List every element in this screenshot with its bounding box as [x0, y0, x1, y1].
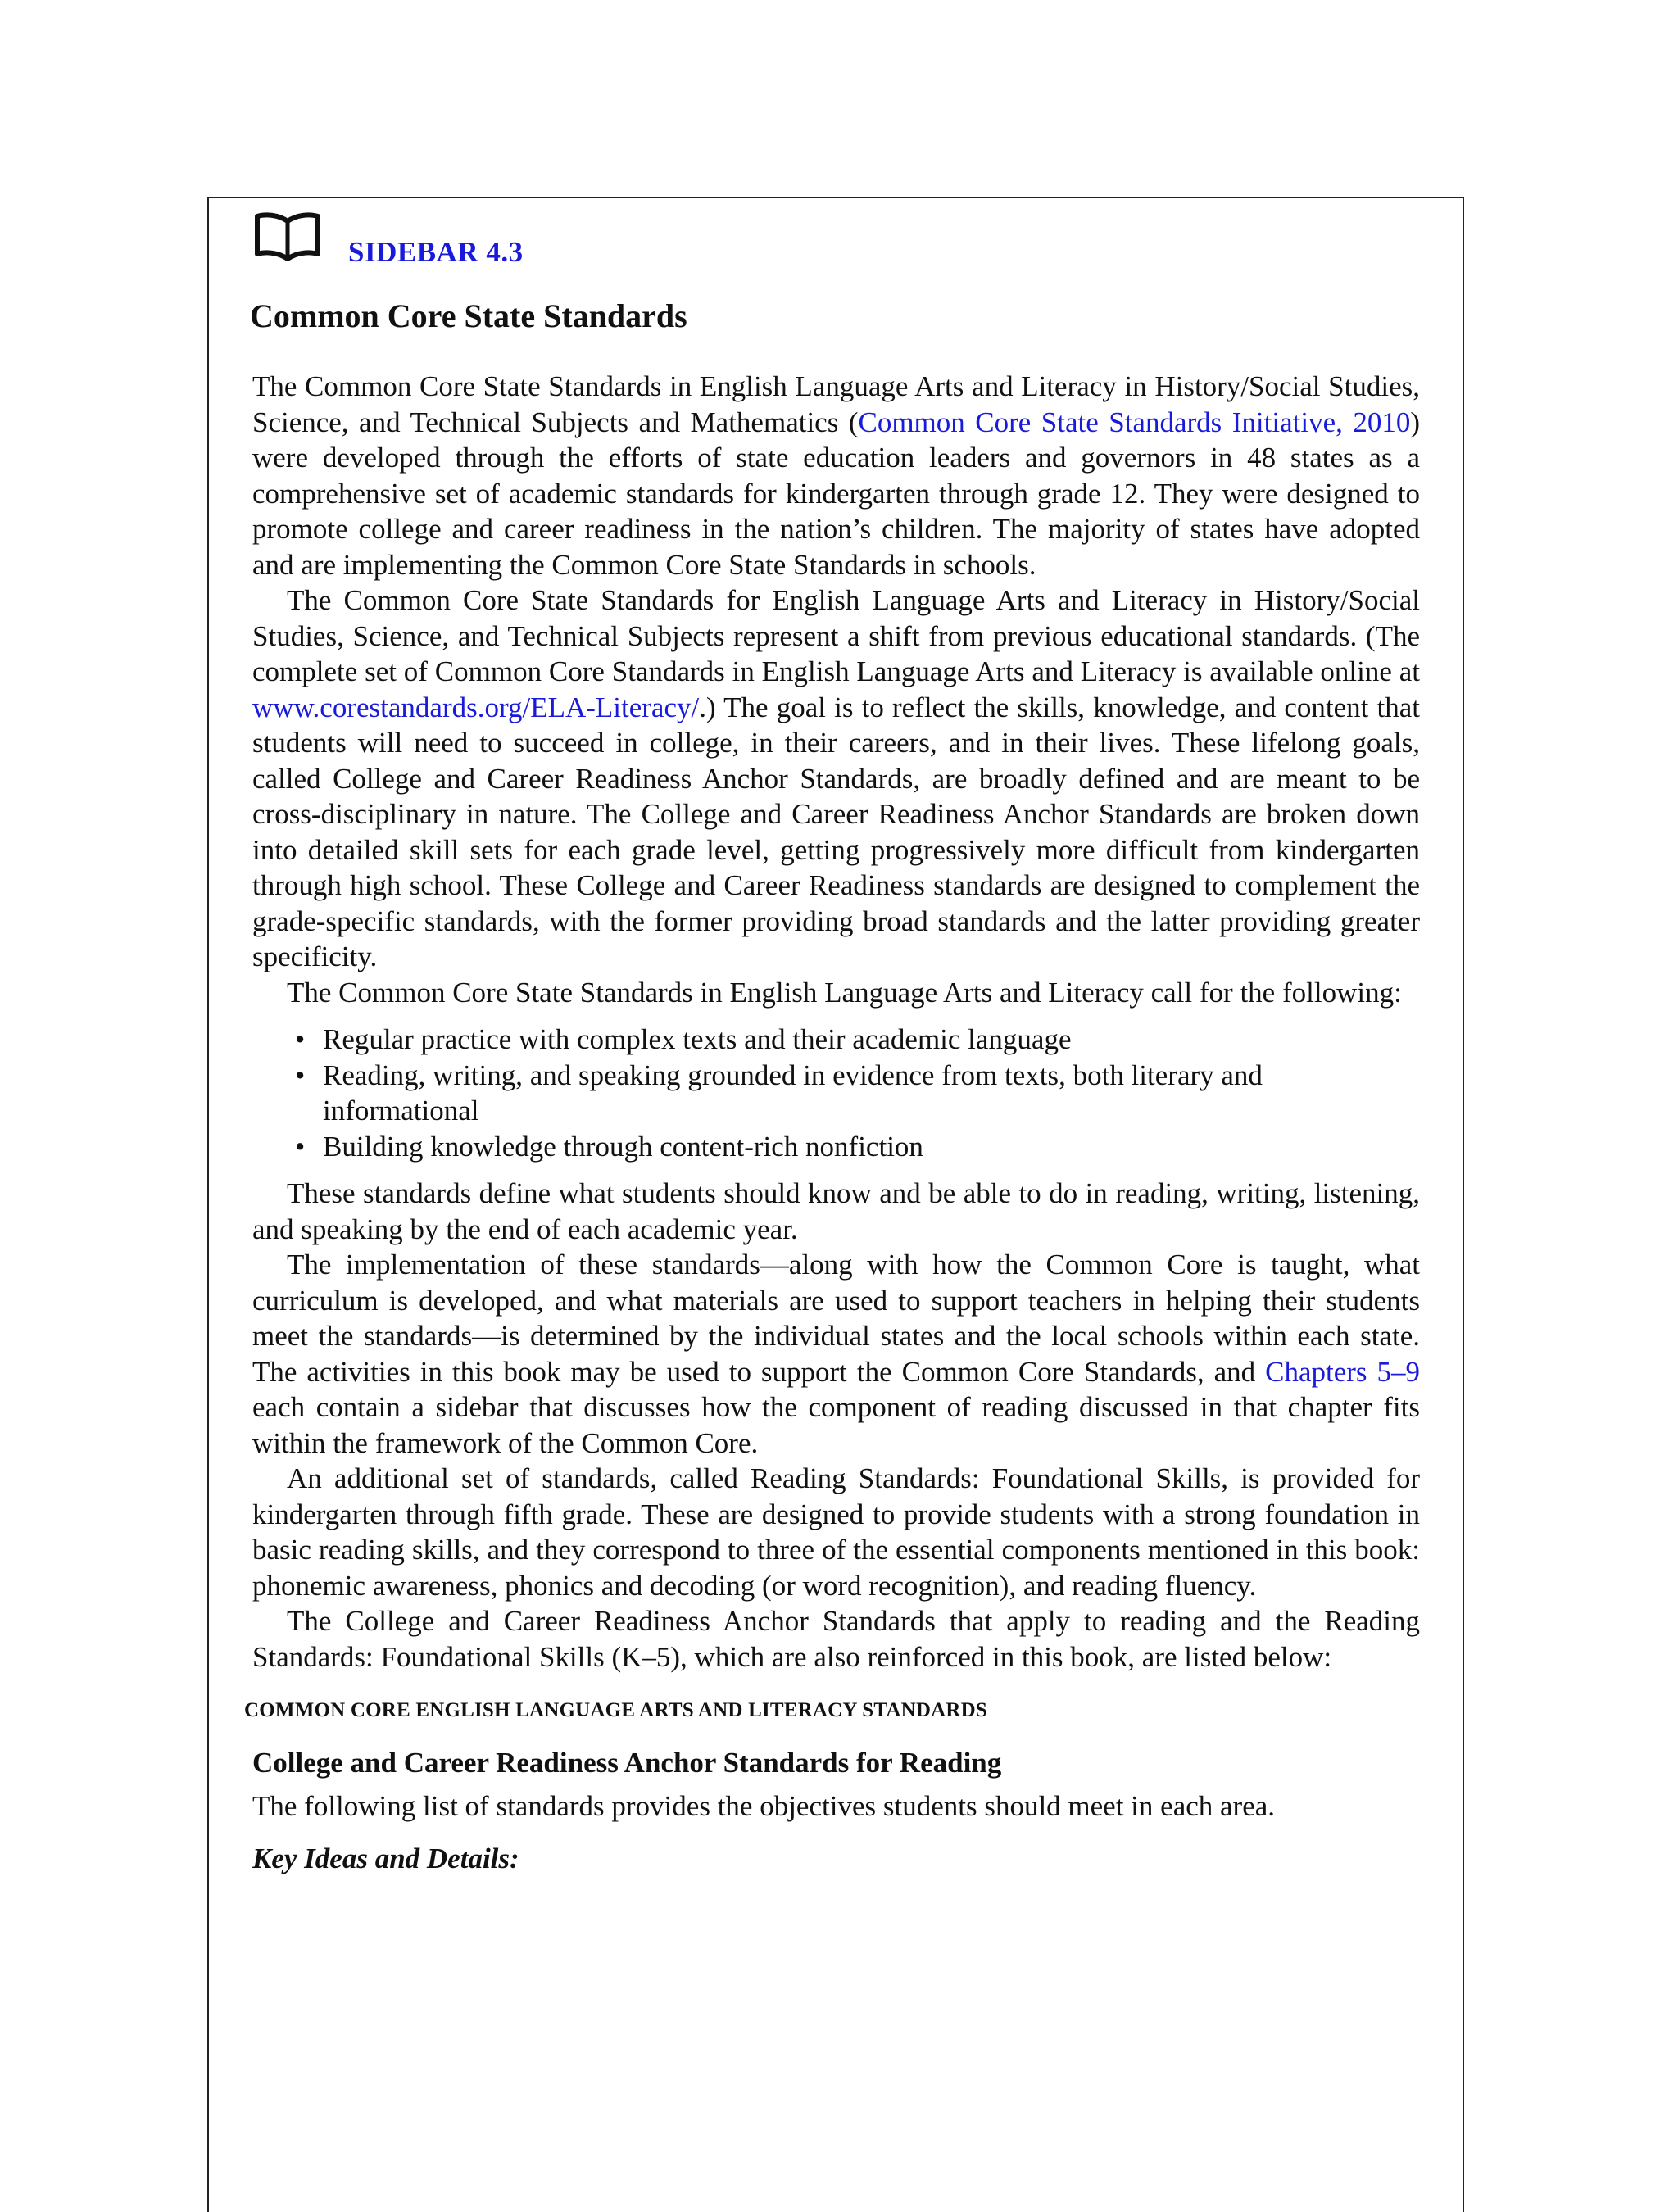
standards-section-heading: COMMON CORE ENGLISH LANGUAGE ARTS AND LITERACY STANDARDS	[244, 1699, 987, 1721]
sidebar-label: SIDEBAR 4.3	[348, 236, 524, 268]
paragraph-4: These standards define what students should know and be able to do in reading, writing, listening, and speaking by the end of each academic year.	[252, 1177, 1420, 1245]
list-item: • Reading, writing, and speaking grounded in evidence from texts, both literary and informational	[323, 1058, 1420, 1129]
paragraph-5: The implementation of these standards—along with how the Common Core is taught, what curriculum is developed, and what materials are used to support teachers in helping their students meet the standards—is determined by the individual states and the local schools within each state. The activities in this book may be used to support the Common Core Standards, and Chapters 5–9 each contain a sidebar that discusses how the component of reading discussed in that chapter fits within the framework of the Common Core.	[252, 1249, 1420, 1459]
citation-link[interactable]: Common Core State Standards Initiative, 2010	[858, 406, 1411, 438]
open-book-icon	[254, 211, 321, 262]
paragraph-6: An additional set of standards, called Reading Standards: Foundational Skills, is provided for kindergarten through fifth grade. These are designed to provide students with a strong foundation in basic reading skills, and they correspond to three of the essential components mentioned in this book: phonemic awareness, phonics and decoding (or word recognition), and reading fluency.	[252, 1462, 1420, 1602]
sidebar-content	[244, 369, 1420, 1876]
paragraph-3: The Common Core State Standards in English Language Arts and Literacy call for the following:	[287, 976, 1402, 1009]
standards-intro: The following list of standards provides the objectives students should meet in each area.	[252, 1790, 1276, 1822]
list-item: • Building knowledge through content-rich nonfiction	[323, 1129, 1420, 1165]
paragraph-7: The College and Career Readiness Anchor Standards that apply to reading and the Reading Standards: Foundational Skills (K–5), which are also reinforced in this book, are listed below:	[252, 1605, 1420, 1673]
sidebar-title: Common Core State Standards	[250, 297, 687, 334]
anchor-standards-heading: College and Career Readiness Anchor Standards for Reading	[252, 1746, 1002, 1779]
chapters-link[interactable]: Chapters 5–9	[1265, 1355, 1420, 1388]
list-item: • Regular practice with complex texts and their academic language	[323, 1022, 1420, 1058]
bullet-list	[252, 1022, 1420, 1164]
corestandards-link[interactable]: www.corestandards.org/ELA-Literacy/	[252, 691, 700, 723]
paragraph-1: The Common Core State Standards in English Language Arts and Literacy in History/Social Studies, Science, and Technical Subjects and Mathematics (Common Core State Standards Initiative, 2010) were developed through the efforts of state education leaders and governors in 48 states as a comprehensive set of academic standards for kindergarten through grade 12. They were designed to promote college and career readiness in the nation’s children. The majority of states have adopted and are implementing the Common Core State Standards in schools.	[252, 370, 1420, 581]
key-ideas-subheading: Key Ideas and Details:	[252, 1842, 519, 1874]
paragraph-2: The Common Core State Standards for English Language Arts and Literacy in History/Social Studies, Science, and Technical Subjects represent a shift from previous educational standards. (The complete set of Common Core Standards in English Language Arts and Literacy is available online at www.corestandards.org/ELA-Literacy/.) The goal is to reflect the skills, knowledge, and content that students will need to succeed in college, in their careers, and in their lives. These lifelong goals, called College and Career Readiness Anchor Standards, are broadly defined and are meant to be cross-disciplinary in nature. The College and Career Readiness Anchor Standards are broken down into detailed skill sets for each grade level, getting progressively more difficult from kindergarten through high school. These College and Career Readiness standards are designed to complement the grade-specific standards, with the former providing broad standards and the latter providing greater specificity.	[252, 584, 1420, 972]
